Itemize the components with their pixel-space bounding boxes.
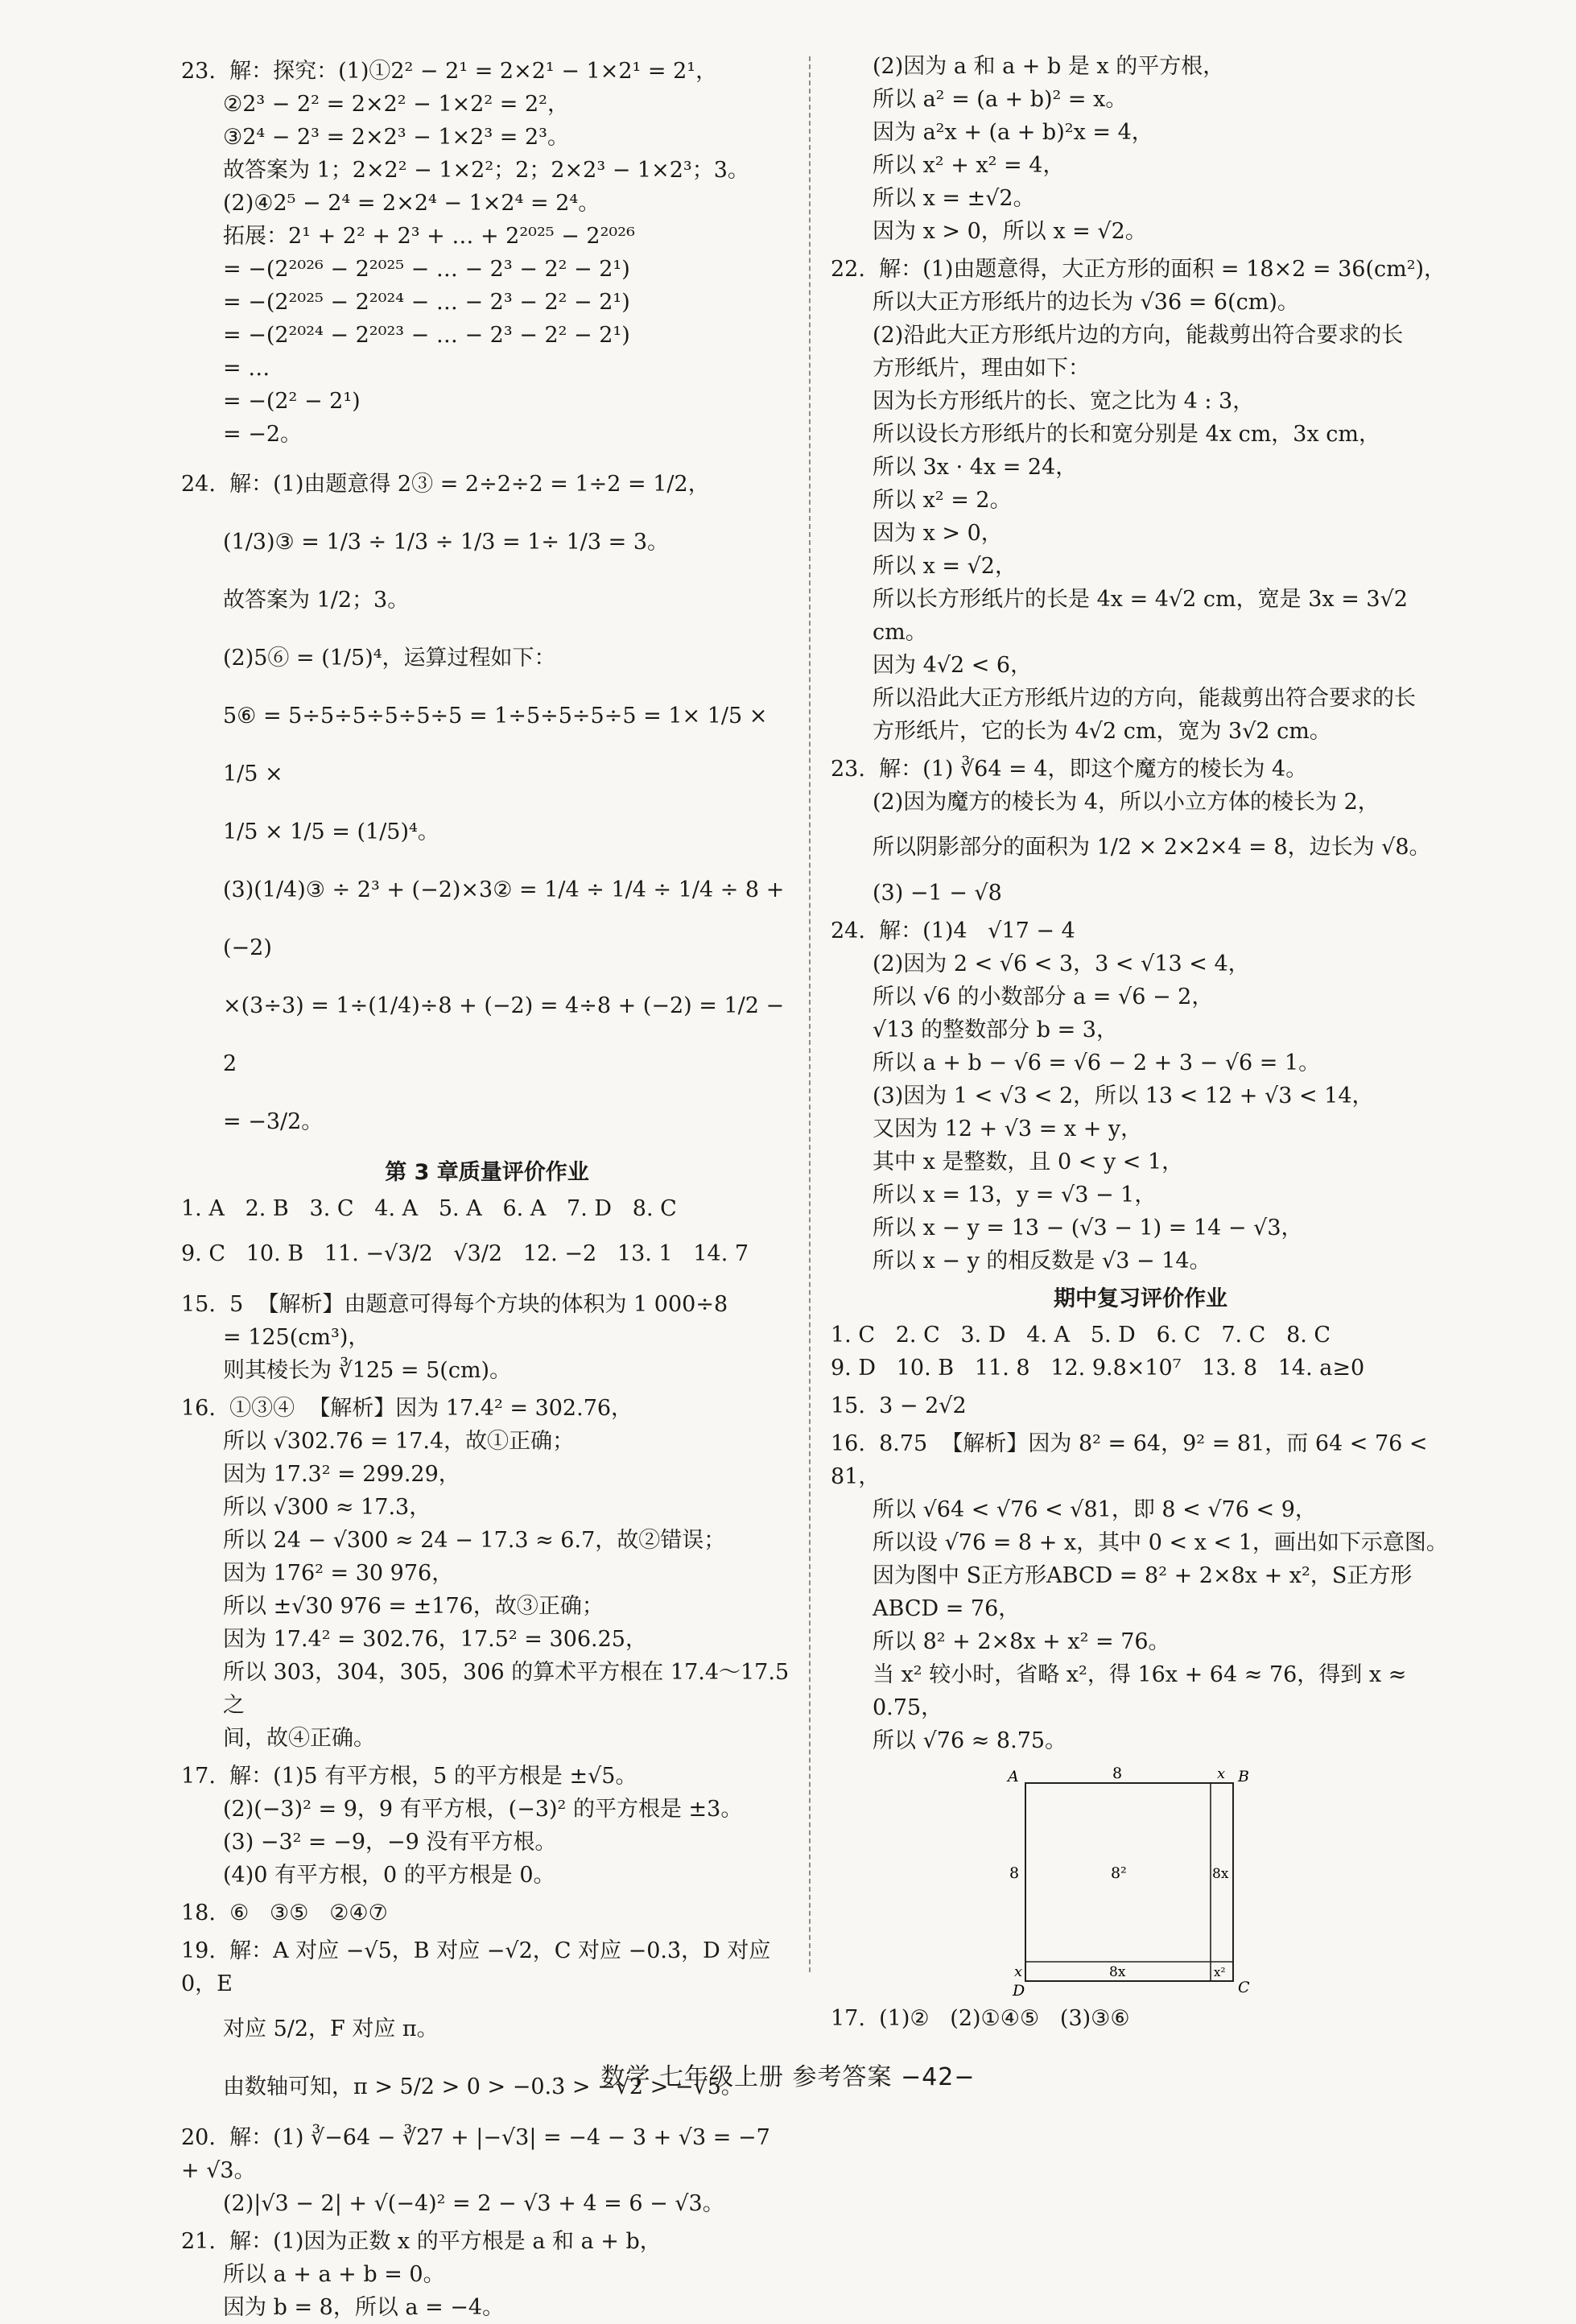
answer-line: 1/5 × 1/5 = (1/5)⁴。: [223, 819, 439, 844]
answer-line: 当 x² 较小时，省略 x²，得 16x + 64 ≈ 76，得到 x ≈ 0.75，: [873, 1662, 1413, 1720]
column-divider: [809, 56, 811, 1972]
answer-line: 5⑥ = 5÷5÷5÷5÷5÷5 = 1÷5÷5÷5÷5 = 1× 1/5 × 1/5 ×: [223, 704, 774, 786]
label-C: C: [1238, 1979, 1249, 1996]
answer-line: 因为 17.3² = 299.29，: [223, 1462, 460, 1487]
right-column-top: [831, 50, 1450, 1757]
answer-line: (2)沿此大正方形纸片边的方向，能裁剪出符合要求的长: [873, 323, 1404, 348]
answer-line: 16. 8.75 【解析】因为 8² = 64，9² = 81，而 64 < 76 < 81，: [831, 1431, 1435, 1489]
answer-line: 所以 √302.76 = 17.4，故①正确；: [223, 1429, 575, 1454]
answer-line: (2)因为 2 < √6 < 3，3 < √13 < 4，: [873, 951, 1250, 976]
answer-line: ×(3÷3) = 1÷(1/4)÷8 + (−2) = 4÷8 + (−2) = 1/2 − 2: [223, 993, 791, 1076]
label-corner: x²: [1214, 1965, 1226, 1979]
answer-line: 17. 解：(1)5 有平方根，5 的平方根是 ±√5。: [181, 1764, 637, 1789]
square-diagram: [992, 1764, 1249, 1997]
answer-line: 因为 x > 0，: [873, 521, 1003, 546]
left-column: [181, 50, 796, 2324]
answer-line: 所以 x − y = 13 − (√3 − 1) = 14 − √3，: [873, 1216, 1303, 1240]
answer-line: = …: [223, 356, 270, 381]
answer-line: √13 的整数部分 b = 3，: [873, 1018, 1118, 1042]
right-column: [831, 50, 1450, 2035]
answer-line: (3) −1 − √8: [873, 881, 1002, 906]
answer-line: 因为图中 S正方形ABCD = 8² + 2×8x + x²，S正方形ABCD = 76，: [873, 1563, 1413, 1621]
answer-line: 21. 解：(1)因为正数 x 的平方根是 a 和 a + b，: [181, 2229, 662, 2254]
answer-line: 所以 ±√30 976 = ±176，故③正确；: [223, 1594, 604, 1619]
answer-line: 所以 √300 ≈ 17.3，: [223, 1495, 431, 1520]
answer-line: 所以 303，304，305，306 的算术平方根在 17.4～17.5 之: [223, 1660, 796, 1718]
answer-line: 所以 x² + x² = 4，: [873, 153, 1065, 178]
answer-line: 方形纸片，理由如下：: [873, 356, 1090, 381]
answer-line: 9. C 10. B 11. −√3/2 √3/2 12. −2 13. 1 14. 7: [181, 1241, 749, 1266]
answer-line: (2)(−3)² = 9，9 有平方根，(−3)² 的平方根是 ±3。: [223, 1797, 743, 1822]
label-center: 8²: [1111, 1864, 1127, 1882]
answer-line: 17. (1)② (2)①④⑤ (3)③⑥: [831, 2006, 1130, 2031]
answer-line: = −3/2。: [223, 1109, 324, 1134]
page-footer: 数学 七年级上册 参考答案 −42−: [600, 2063, 976, 2091]
answer-line: (2)④2⁵ − 2⁴ = 2×2⁴ − 1×2⁴ = 2⁴。: [223, 191, 600, 216]
answer-line: ③2⁴ − 2³ = 2×2³ − 1×2³ = 2³。: [223, 125, 569, 150]
answer-line: 所以 8² + 2×8x + x² = 76。: [873, 1629, 1170, 1654]
answer-line: 由数轴可知，π > 5/2 > 0 > −0.3̇ > −√2 > −√5。: [223, 2074, 743, 2099]
answer-line: 所以设 √76 = 8 + x，其中 0 < x < 1，画出如下示意图。: [873, 1530, 1448, 1555]
answer-line: = −(2²⁰²⁵ − 2²⁰²⁴ − … − 2³ − 2² − 2¹): [223, 290, 630, 315]
answer-line: = −(2²⁰²⁴ − 2²⁰²³ − … − 2³ − 2² − 2¹): [223, 323, 630, 348]
answer-line: 1. C 2. C 3. D 4. A 5. D 6. C 7. C 8. C: [831, 1323, 1331, 1348]
answer-line: (3)(1/4)③ ÷ 2³ + (−2)×3② = 1/4 ÷ 1/4 ÷ 1/4 ÷ 8 + (−2): [223, 877, 791, 960]
answer-line: 所以 x = ±√2。: [873, 186, 1035, 211]
answer-line: (3)因为 1 < √3 < 2，所以 13 < 12 + √3 < 14，: [873, 1084, 1374, 1108]
answer-line: 24. 解：(1)由题意得 2③ = 2÷2÷2 = 1÷2 = 1/2，: [181, 472, 710, 497]
answer-line: 则其棱长为 ∛125 = 5(cm)。: [223, 1358, 512, 1383]
answer-line: 所以设长方形纸片的长和宽分别是 4x cm，3x cm，: [873, 422, 1381, 447]
answer-line: 15. 3 − 2√2: [831, 1393, 967, 1418]
answer-line: 9. D 10. B 11. 8 12. 9.8×10⁷ 13. 8 14. a≥0: [831, 1356, 1365, 1381]
answer-line: 24. 解：(1)4 √17 − 4: [831, 918, 1075, 943]
answer-line: 所以 x = √2，: [873, 554, 1017, 579]
answer-line: 19. 解：A 对应 −√5，B 对应 −√2，C 对应 −0.3̇，D 对应 0，E: [181, 1938, 778, 1996]
answer-line: 所以阴影部分的面积为 1/2 × 2×2×4 = 8，边长为 √8。: [873, 835, 1431, 860]
answer-line: 所以 √64 < √76 < √81，即 8 < √76 < 9，: [873, 1497, 1317, 1522]
answer-line: (2)|√3 − 2| + √(−4)² = 2 − √3 + 4 = 6 − √3。: [223, 2191, 724, 2216]
answer-line: (2)因为魔方的棱长为 4，所以小立方体的棱长为 2，: [873, 790, 1380, 815]
answer-line: 1. A 2. B 3. C 4. A 5. A 6. A 7. D 8. C: [181, 1196, 677, 1221]
right-column-bottom: [831, 2002, 1450, 2035]
label-left-8: 8: [1009, 1864, 1020, 1882]
answer-line: 因为长方形纸片的长、宽之比为 4 : 3，: [873, 389, 1255, 414]
answer-line: 所以大正方形纸片的边长为 √36 = 6(cm)。: [873, 290, 1299, 315]
label-top-x: x: [1217, 1765, 1226, 1782]
answer-line: = −(2² − 2¹): [223, 389, 361, 414]
answer-line: 故答案为 1/2；3。: [223, 588, 410, 613]
answer-line: (1/3)③ = 1/3 ÷ 1/3 ÷ 1/3 = 1÷ 1/3 = 3。: [223, 530, 670, 555]
answer-line: = −(2²⁰²⁶ − 2²⁰²⁵ − … − 2³ − 2² − 2¹): [223, 257, 630, 282]
answer-line: 所以 x = 13，y = √3 − 1，: [873, 1183, 1157, 1207]
label-right-strip: 8x: [1212, 1866, 1229, 1882]
answer-line: 18. ⑥ ③⑤ ②④⑦: [181, 1901, 388, 1926]
answer-line: 对应 5/2，F 对应 π。: [223, 2016, 439, 2041]
answer-line: (2)因为 a 和 a + b 是 x 的平方根，: [873, 54, 1225, 79]
answer-line: 所以 a² = (a + b)² = x。: [873, 87, 1128, 112]
answer-line: 其中 x 是整数，且 0 < y < 1，: [873, 1150, 1184, 1174]
answer-line: (2)5⑥ = (1/5)⁴，运算过程如下：: [223, 646, 556, 671]
answer-line: 23. 解：探究：(1)①2² − 2¹ = 2×2¹ − 1×2¹ = 2¹，: [181, 59, 718, 84]
answer-line: (3) −3² = −9，−9 没有平方根。: [223, 1830, 557, 1855]
answer-line: 第 3 章质量评价作业: [385, 1160, 589, 1185]
answer-line: 所以长方形纸片的长是 4x = 4√2 cm，宽是 3x = 3√2 cm。: [873, 587, 1415, 645]
answer-line: 所以沿此大正方形纸片边的方向，能裁剪出符合要求的长: [873, 686, 1416, 711]
answer-line: 因为 17.4² = 302.76，17.5² = 306.25，: [223, 1627, 647, 1652]
answer-line: 所以 24 − √300 ≈ 24 − 17.3 ≈ 6.7，故②错误；: [223, 1528, 726, 1553]
answer-line: 因为 176² = 30 976，: [223, 1561, 454, 1586]
answer-line: 所以 √76 ≈ 8.75。: [873, 1728, 1067, 1753]
answer-line: = 125(cm³)，: [223, 1325, 370, 1350]
answer-line: 因为 a²x + (a + b)²x = 4，: [873, 120, 1153, 145]
answer-line: 故答案为 1；2×2² − 1×2²；2；2×2³ − 1×2³；3。: [223, 158, 749, 183]
answer-line: 又因为 12 + √3 = x + y，: [873, 1117, 1143, 1141]
answer-line: 22. 解：(1)由题意得，大正方形的面积 = 18×2 = 36(cm²)，: [831, 257, 1446, 282]
answer-line: 因为 b = 8，所以 a = −4。: [223, 2295, 505, 2320]
label-B: B: [1238, 1768, 1249, 1785]
answer-line: 期中复习评价作业: [1054, 1286, 1227, 1311]
answer-line: 因为 4√2 < 6，: [873, 653, 1033, 678]
answer-line: 间，故④正确。: [223, 1726, 375, 1751]
answer-line: 所以 a + a + b = 0。: [223, 2262, 445, 2287]
answer-line: 所以 x − y 的相反数是 √3 − 14。: [873, 1249, 1211, 1273]
answer-line: 所以 a + b − √6 = √6 − 2 + 3 − √6 = 1。: [873, 1051, 1321, 1075]
label-A: A: [1008, 1768, 1019, 1785]
answer-line: 所以 √6 的小数部分 a = √6 − 2，: [873, 985, 1214, 1009]
label-top-8: 8: [1112, 1765, 1123, 1782]
answer-line: 所以 x² = 2。: [873, 488, 1012, 513]
label-bottom-strip: 8x: [1109, 1964, 1126, 1980]
answer-line: 方形纸片，它的长为 4√2 cm，宽为 3√2 cm。: [873, 719, 1331, 744]
answer-line: 23. 解：(1) ∛64 = 4，即这个魔方的棱长为 4。: [831, 757, 1308, 782]
answer-line: 拓展：2¹ + 2² + 2³ + … + 2²⁰²⁵ − 2²⁰²⁶: [223, 224, 635, 249]
label-left-x: x: [1014, 1963, 1023, 1980]
outer-square: [1025, 1783, 1233, 1981]
answer-line: (4)0 有平方根，0 的平方根是 0。: [223, 1863, 555, 1888]
answer-line: ②2³ − 2² = 2×2² − 1×2² = 2²，: [223, 92, 569, 117]
answer-line: 20. 解：(1) ∛−64 − ∛27 + |−√3| = −4 − 3 + √3 = −7 + √3。: [181, 2125, 778, 2183]
square-diagram-svg: [992, 1764, 1249, 1997]
answer-line: 15. 5 【解析】由题意可得每个方块的体积为 1 000÷8: [181, 1292, 728, 1317]
answer-line: 16. ①③④ 【解析】因为 17.4² = 302.76，: [181, 1396, 633, 1421]
label-D: D: [1013, 1982, 1025, 1997]
answer-line: = −2。: [223, 422, 303, 447]
answer-line: 所以 3x · 4x = 24，: [873, 455, 1078, 480]
answer-line: 因为 x > 0，所以 x = √2。: [873, 219, 1147, 244]
